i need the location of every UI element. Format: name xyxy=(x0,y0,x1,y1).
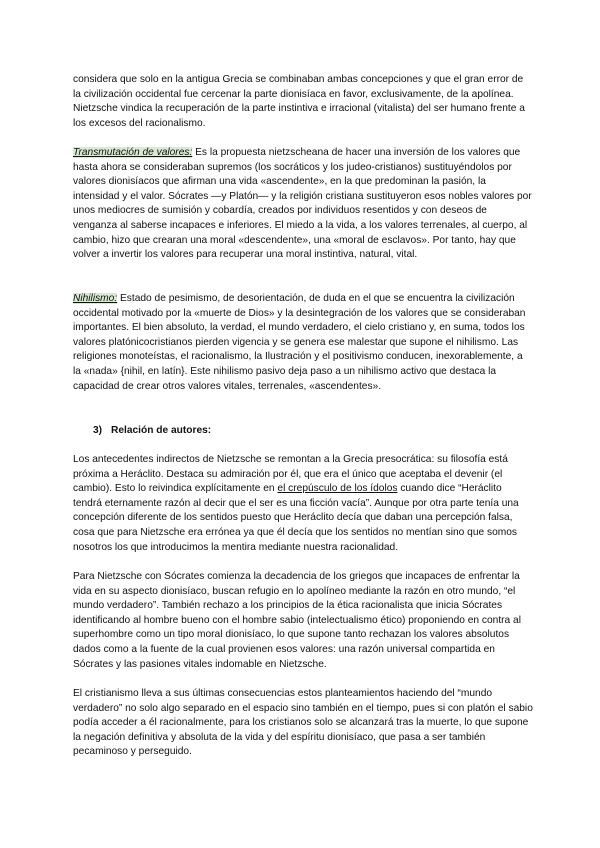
autores-paragraph-2: Para Nietzsche con Sócrates comienza la decadencia de los griegos que incapaces de enfrentar la vida en su aspecto dionisíaco, buscan refugio en lo apolíneo mediante la razón en otro mundo, “el mundo verdadero”. También rechazo a los principios de la ética racionalista que inicia Sócrates identificando al hombre bueno con el hombre sabio (intelectualismo ético) proponiendo en contra al superhombre como un tipo moral dionisíaco, lo que supone tanto rechazan los valores absolutos dados como a la fuente de la cual provienen esos valores: una razón universal compartida en Sócrates y las pasiones vitales indomable en Nietzsche. xyxy=(73,571,521,670)
section-title: Relación de autores: xyxy=(111,425,212,436)
nihilismo-term: Nihilismo: xyxy=(73,293,118,304)
transmutacion-paragraph xyxy=(73,146,533,263)
autores-p1-before: Los antecedentes indirectos de Nietzsche se remontan a la Grecia presocrática: su filosofía está próxima a Heráclito. Destaca su admiración por él, que era el único que aceptaba el devenir (el cambio). Esto lo reivindica explícitamente en xyxy=(73,454,508,495)
section-heading xyxy=(93,424,211,439)
intro-paragraph: considera que solo en la antigua Grecia se combinaban ambas concepciones y que el gran error de la civilización occidental fue cercenar la parte dionisíaca en favor, exclusivamente, de la apolínea. Nietzsche vindica la recuperación de la parte instintiva e irracional (vitalista) del ser humano frente a los excesos del racionalismo. xyxy=(73,74,525,129)
autores-paragraph-3: El cristianismo lleva a sus últimas consecuencias estos planteamientos haciendo del “mundo verdadero” no solo algo separado en el espacio sino también en el tiempo, pues si con platón el sabio podía acceder a él racionalmente, para los cristianos solo se alcanzará tras la muerte, lo que supone la negación definitiva y absoluta de la vida y del espíritu dionisíaco, que pasa a ser también pecaminoso y perseguido. xyxy=(73,688,533,758)
autores-paragraph-1 xyxy=(73,453,533,555)
book-title: el crepúsculo de los ídolos xyxy=(277,483,398,495)
nihilismo-paragraph xyxy=(73,292,533,394)
nihilismo-text: Estado de pesimismo, de desorientación, de duda en el que se encuentra la civilización occidental motivado por la «muerte de Dios» y la desintegración de los valores que se consideraban importantes. El bien absoluto, la verdad, el mundo verdadero, el cielo cristiano y, en suma, todos los valores platónicocristianos pierden vigencia y se genera ese malestar que supone el nihilismo. Las religiones monoteístas, el racionalismo, la Ilustración y el positivismo conducen, inexorablemente, a la «nada» {nihil, en latín}. Este nihilismo pasivo deja paso a un nihilismo activo que destaca la capacidad de crear otros valores vitales, terrenales, «ascendentes». xyxy=(73,293,526,392)
section-number: 3) xyxy=(93,425,103,436)
transmutacion-term: Transmutación de valores: xyxy=(73,147,193,158)
autores-p1-after: cuando dice “Heráclito tendrá eternamente razón al decir que el ser es una ficción vacía”. Aunque por otra parte tenía una concepción diferente de los sentidos puesto que Heráclito decía que daban una percepción falsa, cosa que para Nietzsche era errónea ya que él decía que los sentidos no mentían sino que somos nosotros los que introducimos la mentira mediante nuestra racionalidad. xyxy=(73,483,519,553)
transmutacion-text: Es la propuesta nietzscheana de hacer una inversión de los valores que hasta ahora se consideraban supremos (los socráticos y los judeo-cristianos) sustituyéndolos por valores dionisíacos que afirman una vida «ascendente», en la que predominan la pasión, la intensidad y el valor. Sócrates —y Platón— y la religión cristiana sustituyeron esos nobles valores por unos mediocres de sumisión y cobardía, creados por individuos resentidos y con deseos de venganza al saberse incapaces e inferiores. El miedo a la vida, a los valores terrenales, al cuerpo, al cambio, hizo que crearan una moral «descendente», una «moral de esclavos». Por tanto, hay que volver a invertir los valores para recuperar una moral instintiva, natural, vital. xyxy=(73,147,532,261)
